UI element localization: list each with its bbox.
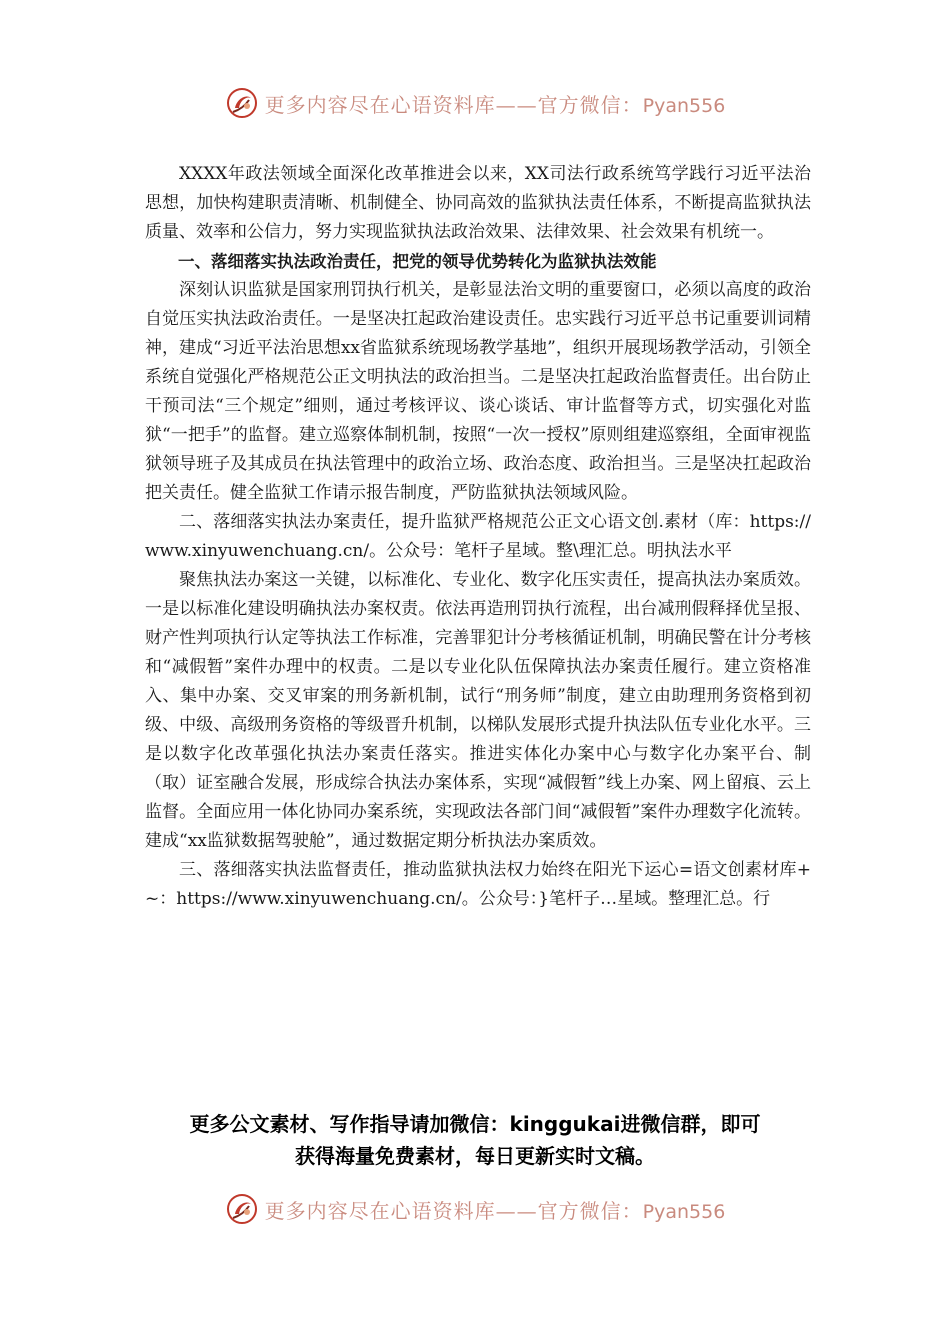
section-2-body: 聚焦执法办案这一关键，以标准化、专业化、数字化压实责任，提高执法办案质效。一是以标准化建设明确执法办案权责。依法再造刑罚执行流程，出台减刑假释择优呈报、财产性判项执行认定等执法工作标准，完善罪犯计分考核循证机制，明确民警在计分考核和“减假暂”案件办理中的权责。二是以专业化队伍保障执法办案责任履行。建立资格准入、集中办案、交叉审案的刑务新机制，试行“刑务师”制度，建立由助理刑务资格到初级、中级、高级刑务资格的等级晋升机制，以梯队发展形式提升执法队伍专业化水平。三是以数字化改革强化执法办案责任落实。推进实体化办案中心与数字化办案平台、制（取）证室融合发展，形成综合执法办案体系，实现“减假暂”线上办案、网上留痕、云上监督。全面应用一体化协同办案系统，实现政法各部门间“减假暂”案件办理数字化流转。建成“xx监狱数据驾驶舱”，通过数据定期分析执法办案质效。 [145,570,811,851]
banner-text: 更多内容尽在心语资料库——官方微信：Pyan556 [264,1198,726,1223]
section-heading-1: 一、落细落实执法政治责任，把党的领导优势转化为监狱执法效能 [178,252,657,271]
banner-text: 更多内容尽在心语资料库——官方微信：Pyan556 [264,92,726,117]
footer-note-line-2: 获得海量免费素材，每日更新实时文稿。 [295,1144,655,1168]
footer-banner [0,1192,950,1226]
logo-swirl-icon [225,1192,259,1226]
section-heading-3: 三、落细落实执法监督责任，推动监狱执法权力始终在阳光下运心=语文创素材库+~：https://www.xinyuwenchuang.cn/。公众号：}笔杆子…星域。整理汇总。行 [145,860,811,909]
intro-paragraph: XXXX年政法领域全面深化改革推进会以来，XX司法行政系统笃学践行习近平法治思想，加快构建职责清晰、机制健全、协同高效的监狱执法责任体系，不断提高监狱执法质量、效率和公信力，努力实现监狱执法政治效果、法律效果、社会效果有机统一。 [145,164,811,242]
logo-swirl-icon [225,86,259,120]
document-body [145,160,811,914]
section-1-body: 深刻认识监狱是国家刑罚执行机关，是彰显法治文明的重要窗口，必须以高度的政治自觉压实执法政治责任。一是坚决扛起政治建设责任。忠实践行习近平总书记重要训词精神，建成“习近平法治思想xx省监狱系统现场教学基地”，组织开展现场教学活动，引领全系统自觉强化严格规范公正文明执法的政治担当。二是坚决扛起政治监督责任。出台防止干预司法“三个规定”细则，通过考核评议、谈心谈话、审计监督等方式，切实强化对监狱“一把手”的监督。建立巡察体制机制，按照“一次一授权”原则组建巡察组，全面审视监狱领导班子及其成员在执法管理中的政治立场、政治态度、政治担当。三是坚决扛起政治把关责任。健全监狱工作请示报告制度，严防监狱执法领域风险。 [145,280,811,503]
footer-promo-note [120,1108,830,1172]
footer-note-line-1: 更多公文素材、写作指导请加微信：kinggukai进微信群，即可 [189,1112,761,1136]
header-banner [0,86,950,120]
section-heading-2: 二、落细落实执法办案责任，提升监狱严格规范公正文心语文创.素材（库：https://www.xinyuwenchuang.cn/。公众号：笔杆子星域。整\理汇总。明执法水平 [145,512,811,561]
